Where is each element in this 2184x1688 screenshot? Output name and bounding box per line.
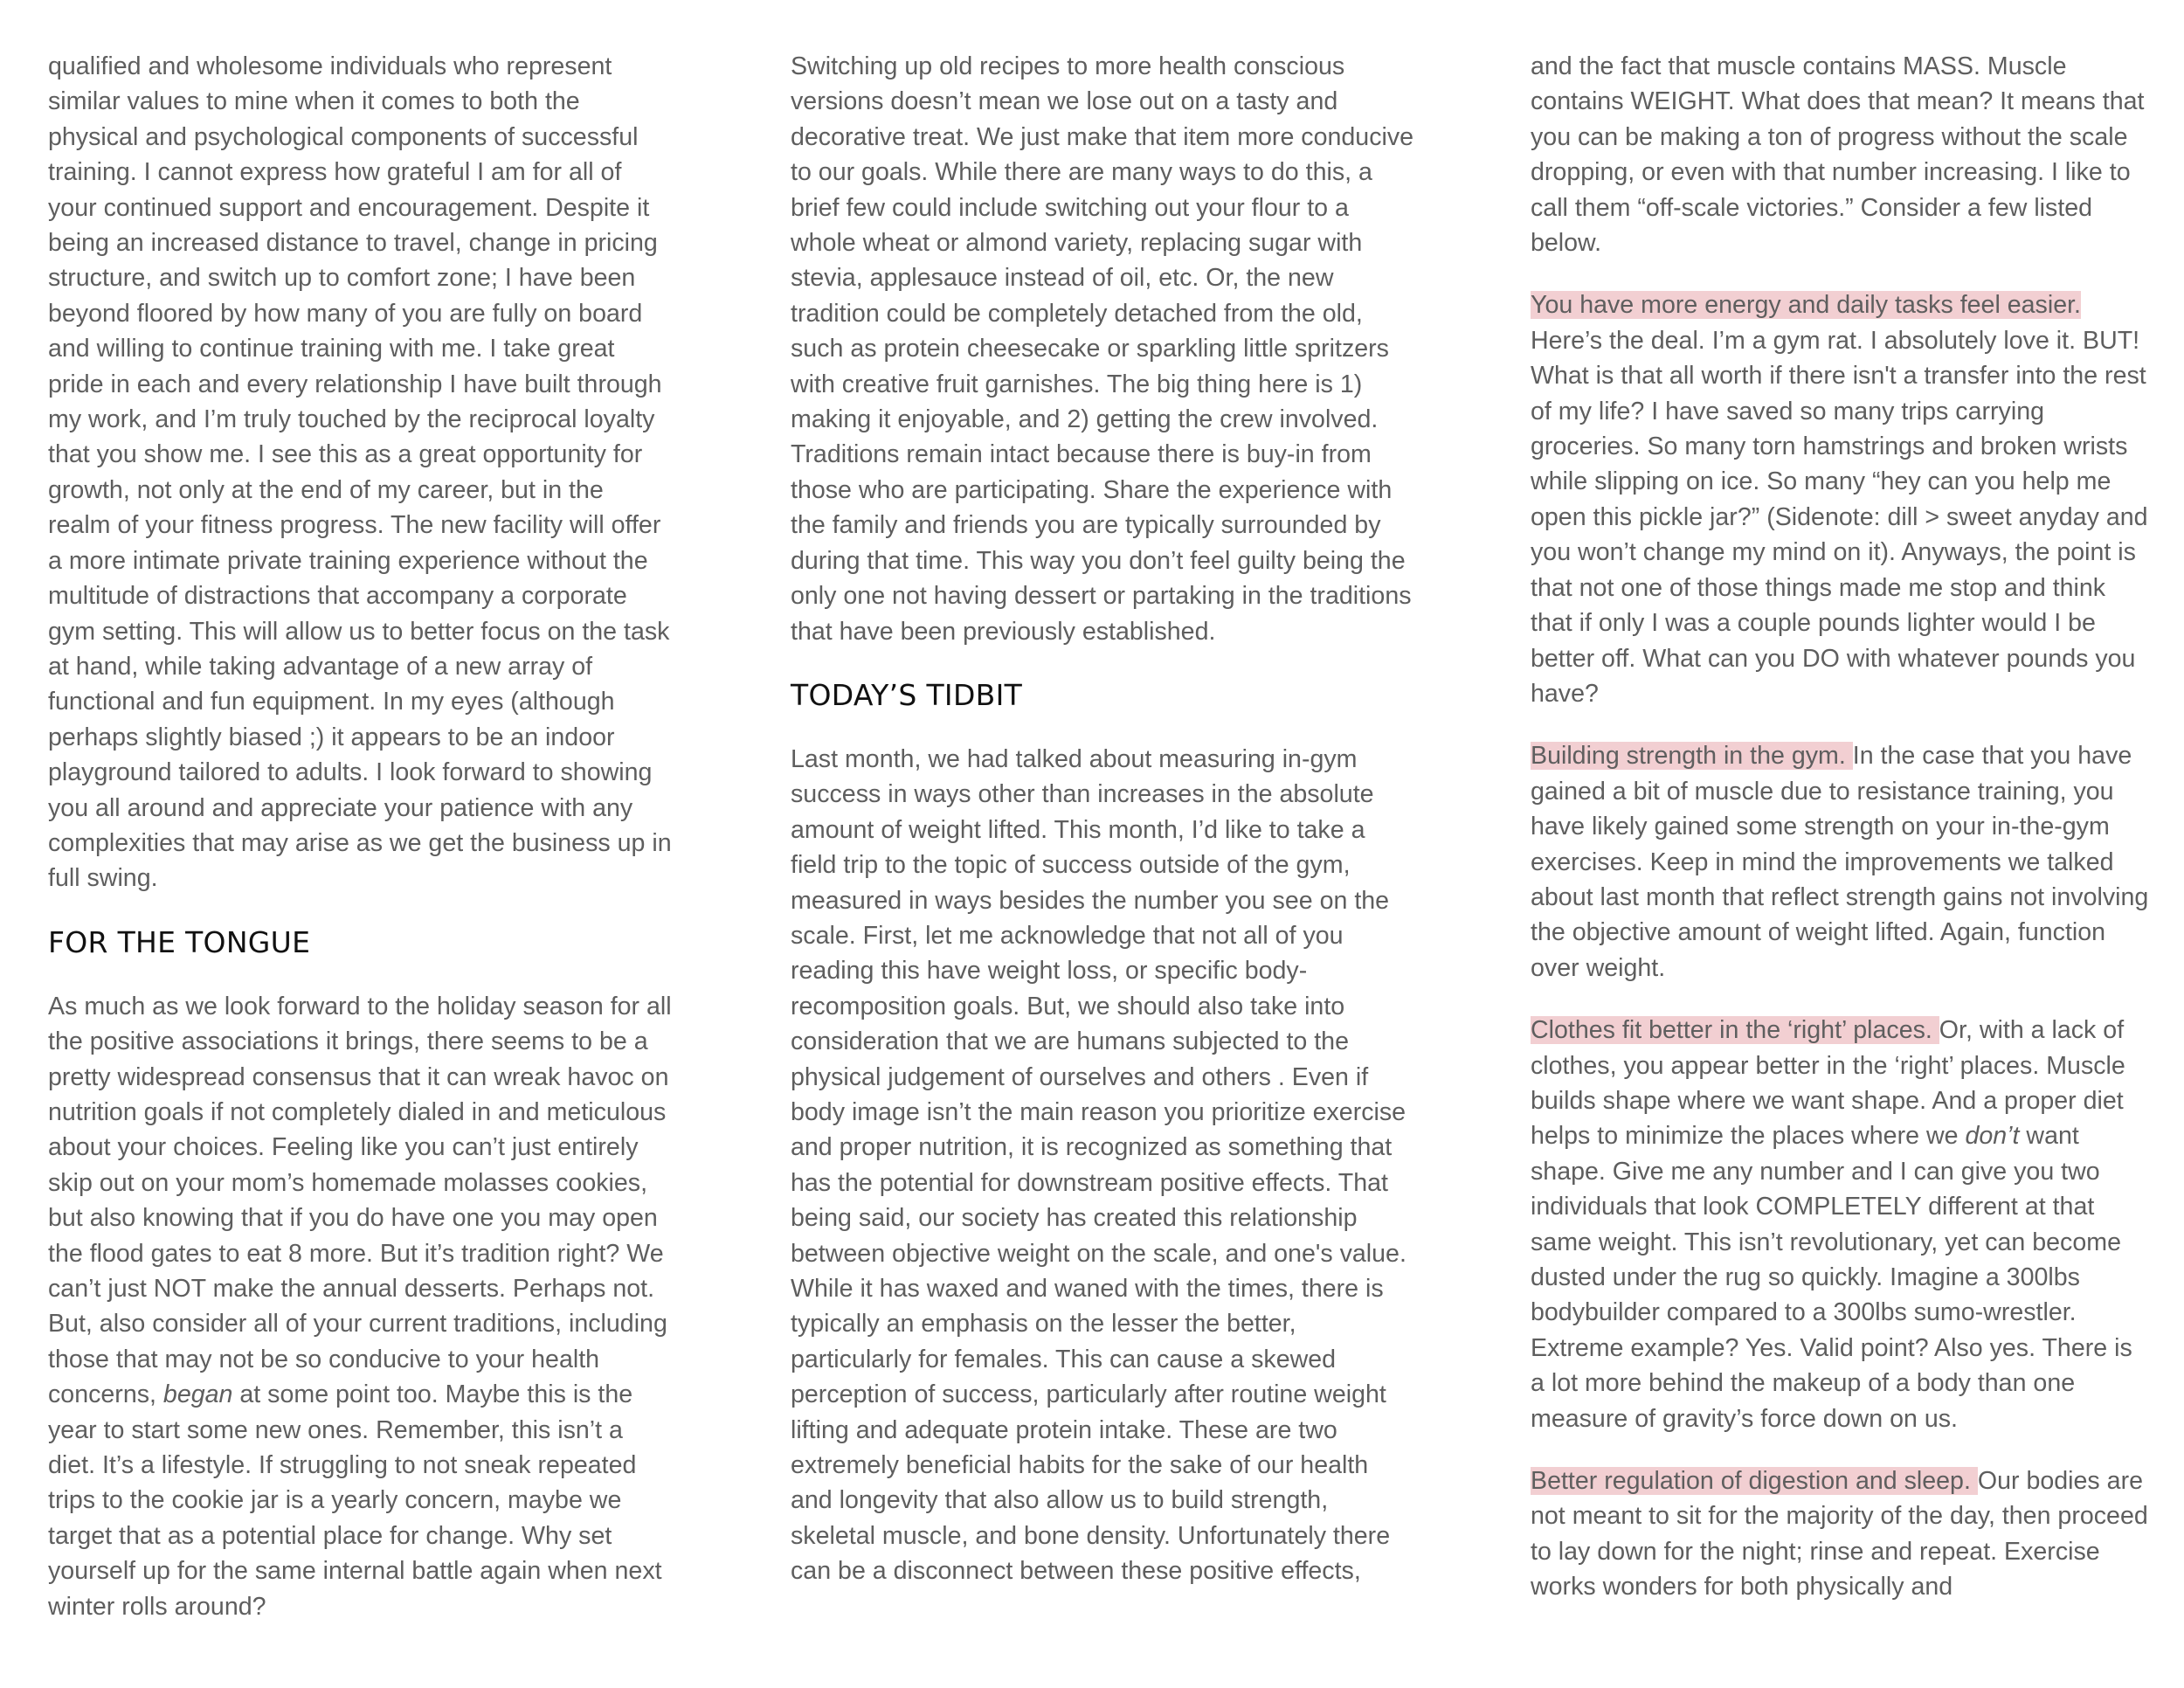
item-title-clothes: Clothes fit better in the ‘right’ places. <box>1531 1016 1939 1045</box>
off-scale-item-digestion <box>1531 1463 2151 1605</box>
holiday-text-part-1: As much as we look forward to the holiday season for all the positive associations it brings, there seems to be a pretty widespread consensus that it can wreak havoc on nutrition goals if not completely dialed in and meticulous about your choices. Feeling like you can’t just entirely skip out on your mom’s homemade molasses cookies, but also knowing that if you do have one you may open the flood gates to eat 8 more. But it’s tradition right? We can’t just NOT make the annual desserts. Perhaps not. But, also consider all of your current traditions, including those that may not be so conducive to your health concerns, <box>48 992 672 1409</box>
holiday-text-part-2: at some point too. Maybe this is the year to start some new ones. Remember, this isn’t a diet. It’s a lifestyle. If struggling to not sneak repeated trips to the cookie jar is a yearly concern, maybe we target that as a potential place for change. Why set yourself up for the same internal battle again when next winter rolls around? <box>48 1380 662 1621</box>
column-middle <box>791 49 1415 1589</box>
intro-paragraph: qualified and wholesome individuals who represent similar values to mine when it comes to both the physical and psychological components of successful training. I cannot express how grateful I am for all of your continued support and encouragement. Despite it being an increased distance to travel, change in pricing structure, and switch up to comfort zone; I have been beyond floored by how many of you are fully on board and willing to continue training with me. I take great pride in each and every relationship I have built through my work, and I’m truly touched by the reciprocal loyalty that you show me. I see this as a great opportunity for growth, not only at the end of my career, but in the realm of your fitness progress. The new facility will offer a more intimate private training experience without the multitude of distractions that accompany a corporate gym setting. This will allow us to better focus on the task at hand, while taking advantage of a new array of functional and fun equipment. In my eyes (although perhaps slightly biased ;) it appears to be an indoor playground tailored to adults. I look forward to showing you all around and appreciate your patience with any complexities that may arise as we get the business up in full swing. <box>48 52 672 893</box>
item-text-clothes-part-1: Or, with a lack of clothes, you appear better in the ‘right’ places. Muscle builds shape where we want shape. And a proper diet helps to minimize the places where we <box>1531 1016 2125 1151</box>
holiday-text-emphasis: began <box>162 1380 233 1409</box>
recipes-paragraph: Switching up old recipes to more health conscious versions doesn’t mean we lose out on a tasty and decorative treat. We just make that item more conducive to our goals. While there are many ways to do this, a brief few could include switching out your flour to a whole wheat or almond variety, replacing sugar with stevia, applesauce instead of oil, etc. Or, the new tradition could be completely detached from the old, such as protein cheesecake or sparkling little spritzers with creative fruit garnishes. The big thing here is 1) making it enjoyable, and 2) getting the crew involved. Traditions remain intact because there is buy-in from those who are participating. Share the experience with the family and friends you are typically surrounded by during that time. This way you don’t feel guilty being the only one not having dessert or partaking in the traditions that have been previously established. <box>791 52 1414 646</box>
tidbit-paragraph: Last month, we had talked about measuring in-gym success in ways other than increases in the absolute amount of weight lifted. This month, I’d like to take a field trip to the topic of success outside of the gym, measured in ways besides the number you see on the scale. First, let me acknowledge that not all of you reading this have weight loss, or specific body-recomposition goals. But, we should also take into consideration that we are humans subjected to the physical judgement of ourselves and others . Even if body image isn’t the main reason you prioritize exercise and proper nutrition, it is recognized as something that has the potential for downstream positive effects. That being said, our society has created this relationship between objective weight on the scale, and one's value. While it has waxed and waned with the times, there is typically an emphasis on the lesser the better, particularly for females. This can cause a skewed perception of success, particularly after routine weight lifting and adequate protein intake. These are two extremely beneficial habits for the sake of our health and longevity that also allow us to build strength, skeletal muscle, and bone density. Unfortunately there can be a disconnect between these positive effects, <box>791 744 1406 1586</box>
item-title-strength: Building strength in the gym. <box>1531 742 1853 771</box>
item-text-clothes-emphasis: don’t <box>1965 1122 2020 1151</box>
off-scale-item-clothes <box>1531 1013 2151 1436</box>
section-heading-for-the-tongue: FOR THE TONGUE <box>48 924 311 959</box>
item-title-energy: You have more energy and daily tasks feel easier. <box>1531 291 2081 320</box>
column-right <box>1531 49 2151 1605</box>
section-heading-todays-tidbit: TODAY’S TIDBIT <box>791 677 1023 712</box>
item-text-digestion: Our bodies are not meant to sit for the majority of the day, then proceed to lay down for the night; rinse and repeat. Exercise works wonders for both physically and <box>1531 1467 2148 1602</box>
column-left <box>48 49 673 1624</box>
item-text-energy: Here’s the deal. I’m a gym rat. I absolutely love it. BUT! What is that all worth if there isn't a transfer into the rest of my life? I have saved so many trips carrying groceries. So many torn hamstrings and broken wrists while slipping on ice. So many “hey can you help me open this pickle jar?” (Sidenote: dill > sweet anyday and you won’t change my mind on it). Anyways, the point is that not one of those things made me stop and think that if only I was a couple pounds lighter would I be better off. What can you DO with whatever pounds you have? <box>1531 326 2148 708</box>
muscle-mass-paragraph: and the fact that muscle contains MASS. Muscle contains WEIGHT. What does that mean? It means that you can be making a ton of progress without the scale dropping, or even with that number increasing. I like to call them “off-scale victories.” Consider a few listed below. <box>1531 52 2145 258</box>
off-scale-item-strength <box>1531 738 2151 986</box>
item-text-clothes-part-2: want shape. Give me any number and I can give you two individuals that look COMPLETELY different at that same weight. This isn’t revolutionary, yet can become dusted under the rug so quickly. Imagine a 300lbs bodybuilder compared to a 300lbs sumo-wrestler. Extreme example? Yes. Valid point? Also yes. There is a lot more behind the makeup of a body than one measure of gravity’s force down on us. <box>1531 1122 2132 1433</box>
item-text-strength: In the case that you have gained a bit of muscle due to resistance training, you have likely gained some strength on your in-the-gym exercises. Keep in mind the improvements we talked about last month that reflect strength gains not involving the objective amount of weight lifted. Again, function over weight. <box>1531 742 2149 982</box>
off-scale-item-energy <box>1531 287 2151 711</box>
holiday-paragraph <box>48 989 673 1624</box>
item-title-digestion: Better regulation of digestion and sleep. <box>1531 1467 1978 1496</box>
